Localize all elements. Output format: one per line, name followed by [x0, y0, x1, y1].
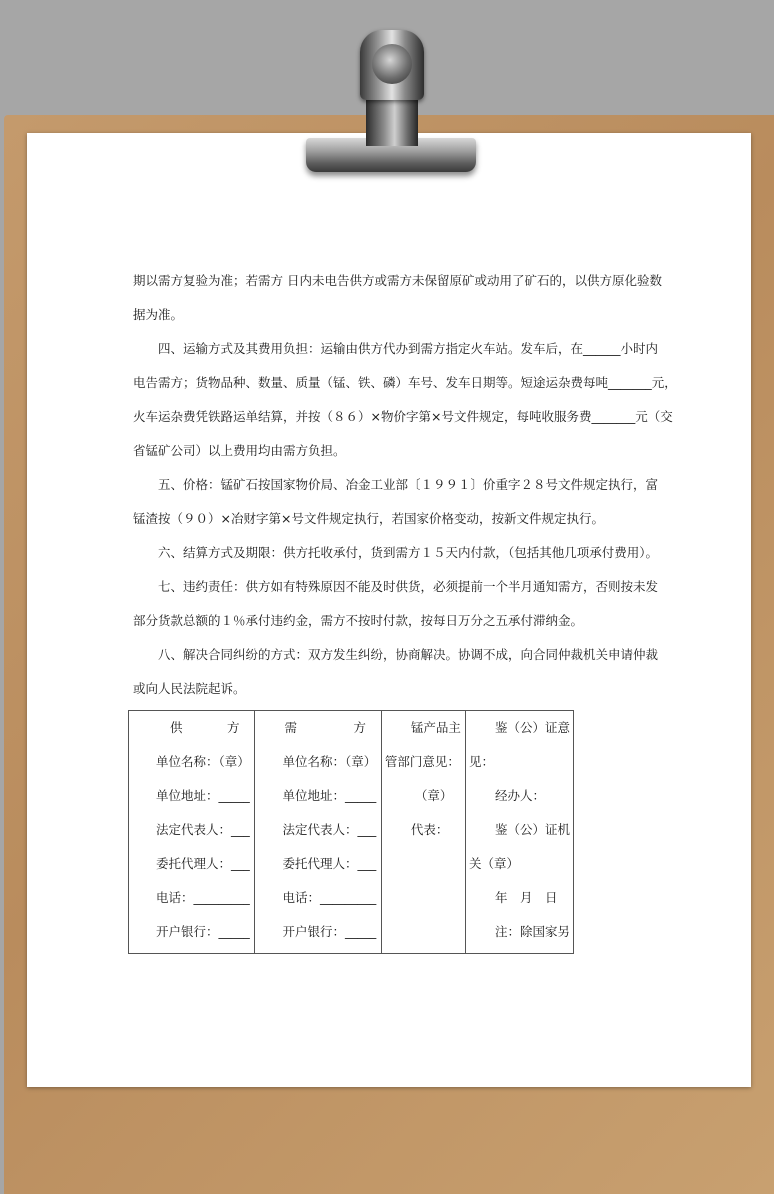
authority-representative: 代表： — [410, 822, 449, 837]
contract-body — [133, 264, 677, 706]
authority-column — [381, 711, 465, 954]
signature-table — [128, 710, 574, 954]
notary-authority-seal: 关（章） — [468, 856, 519, 871]
clip-ring — [372, 44, 412, 84]
authority-seal: （章） — [414, 788, 453, 803]
buyer-header-left: 需 — [284, 720, 297, 735]
para-dispute-line1: 八、解决合同纠纷的方式：双方发生纠纷，协商解决。协调不成，向合同仲裁机关申请仲裁 — [158, 647, 659, 662]
notary-date: 年 月 日 — [494, 890, 558, 905]
para-price-line1: 五、价格：锰矿石按国家物价局、冶金工业部〔１９９１〕价重字２８号文件规定执行，富 — [158, 477, 659, 492]
notary-column — [465, 711, 573, 954]
buyer-legal-rep: 法定代表人：___ — [282, 822, 377, 837]
supplier-unit-address: 单位地址：_____ — [156, 788, 250, 803]
supplier-header — [132, 715, 251, 749]
buyer-agent: 委托代理人：___ — [282, 856, 377, 871]
para-inspection-line1: 期以需方复验为准；若需方 日内未电告供方或需方未保留原矿或动用了矿石的，以供方原化验数 — [133, 273, 662, 288]
para-liability-line1: 七、违约责任：供方如有特殊原因不能及时供货，必须提前一个半月通知需方，否则按未发 — [158, 579, 659, 594]
para-settlement-line1: 六、结算方式及期限：供方托收承付，货到需方１５天内付款，（包括其他几项承付费用）。 — [158, 545, 659, 560]
authority-opinion: 管部门意见： — [384, 754, 460, 769]
supplier-column — [129, 711, 255, 954]
para-transport-line3: 火车运杂费凭铁路运单结算，并按（８６）×物价字第×号文件规定，每吨收服务费_______元（交 — [133, 409, 673, 424]
buyer-column — [255, 711, 381, 954]
buyer-header — [258, 715, 377, 749]
buyer-unit-name: 单位名称：（章） — [282, 754, 377, 769]
notary-authority: 鉴（公）证机 — [494, 822, 570, 837]
supplier-header-left: 供 — [170, 720, 183, 735]
supplier-unit-name: 单位名称：（章） — [156, 754, 250, 769]
para-transport-line4: 省锰矿公司）以上费用均由需方负担。 — [133, 443, 346, 458]
buyer-bank: 开户银行：_____ — [282, 924, 377, 939]
buyer-unit-address: 单位地址：_____ — [282, 788, 377, 803]
para-transport-line1: 四、运输方式及其费用负担：运输由供方代办到需方指定火车站。发车后，在______小时内 — [158, 341, 659, 356]
notary-opinion: 鉴（公）证意 — [494, 720, 570, 735]
para-price-line2: 锰渣按（９０）×冶财字第×号文件规定执行，若国家价格变动，按新文件规定执行。 — [133, 511, 604, 526]
para-dispute-line2: 或向人民法院起诉。 — [133, 681, 246, 696]
supplier-bank: 开户银行：_____ — [156, 924, 250, 939]
supplier-legal-rep: 法定代表人：___ — [156, 822, 250, 837]
authority-title: 锰产品主 — [410, 720, 461, 735]
notary-handler: 经办人： — [494, 788, 545, 803]
supplier-header-right: 方 — [226, 720, 240, 735]
notary-note: 注：除国家另 — [494, 924, 570, 939]
supplier-phone: 电话：_________ — [156, 890, 250, 905]
para-transport-line2: 电告需方；货物品种、数量、质量（锰、铁、磷）车号、发车日期等。短途运杂费每吨_______元， — [133, 375, 677, 390]
para-liability-line2: 部分货款总额的１％承付违约金，需方不按时付款，按每日万分之五承付滞纳金。 — [133, 613, 584, 628]
notary-opinion-cont: 见： — [468, 754, 494, 769]
supplier-agent: 委托代理人：___ — [156, 856, 250, 871]
para-inspection-line2: 据为准。 — [133, 307, 184, 322]
buyer-phone: 电话：_________ — [282, 890, 377, 905]
buyer-header-right: 方 — [353, 720, 366, 735]
